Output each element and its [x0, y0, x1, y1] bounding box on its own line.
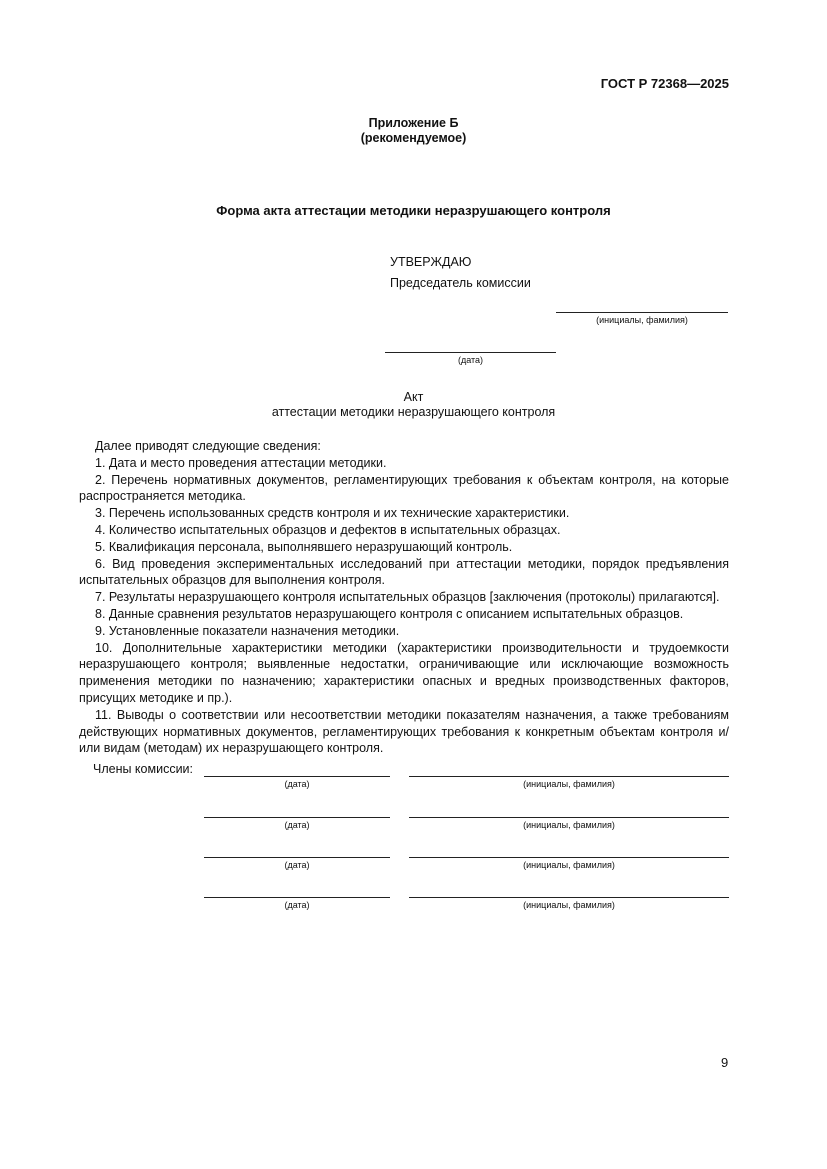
member-date-caption: (дата)	[284, 900, 310, 910]
chair-label: Председатель комиссии	[390, 276, 531, 290]
list-item: 9. Установленные показатели назначения методики.	[95, 623, 400, 638]
member-signature-line[interactable]	[409, 857, 729, 858]
list-item: 5. Квалификация персонала, выполнявшего неразрушающий контроль.	[95, 539, 513, 554]
member-date-line[interactable]	[204, 857, 390, 858]
list-item: 7. Результаты неразрушающего контроля испытательных образцов [заключения (протоколы) прилагаются].	[95, 590, 720, 605]
list-item: 1. Дата и место проведения аттестации методики.	[95, 455, 387, 470]
list-item: 2. Перечень нормативных документов, регламентирующих требования к объектам контроля, на которые распространяется методика.	[79, 472, 729, 504]
page-number: 9	[721, 1055, 729, 1070]
list-item: 11. Выводы о соответствии или несоответствии методики показателям назначения, а также требованиям действующих нормативных документов, регламентирующих требования к конкретным объектам контроля и/или видам (методам) их неразрушающего контроля.	[79, 707, 729, 756]
approval-date-line[interactable]	[385, 352, 556, 353]
approval-date-caption: (дата)	[457, 355, 484, 365]
member-date-caption: (дата)	[284, 779, 310, 789]
chair-signature-line[interactable]	[556, 312, 728, 313]
list-item: 4. Количество испытательных образцов и дефектов в испытательных образцах.	[95, 522, 561, 537]
body-intro: Далее приводят следующие сведения:	[95, 439, 321, 453]
act-subtitle: аттестации методики неразрушающего контроля	[271, 405, 556, 419]
member-initials-caption: (инициалы, фамилия)	[523, 860, 615, 870]
member-initials-caption: (инициалы, фамилия)	[523, 779, 615, 789]
list-item: 10. Дополнительные характеристики методики (характеристики производительности и трудоемкости неразрушающего контроля; выявленные недостатки, ограничивающие или исключающие возможность применения методики по назначению; характеристики опасных и вредных производственных факторов, присущих методике и пр.).	[79, 640, 729, 705]
members-label: Члены комиссии:	[93, 762, 194, 776]
member-date-line[interactable]	[204, 897, 390, 898]
list-item: 6. Вид проведения экспериментальных исследований при аттестации методики, порядок предъявления испытательных образцов для выполнения контроля.	[79, 556, 729, 588]
list-item: 3. Перечень использованных средств контроля и их технические характеристики.	[95, 506, 570, 521]
member-initials-caption: (инициалы, фамилия)	[523, 820, 615, 830]
form-title: Форма акта аттестации методики неразрушающего контроля	[216, 203, 611, 218]
member-signature-line[interactable]	[409, 817, 729, 818]
annex-title: Приложение Б	[368, 116, 459, 130]
member-date-caption: (дата)	[284, 820, 310, 830]
member-signature-line[interactable]	[409, 776, 729, 777]
chair-initials-caption: (инициалы, фамилия)	[596, 315, 688, 325]
list-item: 8. Данные сравнения результатов неразрушающего контроля с описанием испытательных образцов.	[95, 606, 684, 621]
member-signature-line[interactable]	[409, 897, 729, 898]
member-date-line[interactable]	[204, 776, 390, 777]
member-date-line[interactable]	[204, 817, 390, 818]
act-title: Акт	[403, 390, 424, 404]
standard-code: ГОСТ Р 72368—2025	[600, 76, 729, 91]
member-initials-caption: (инициалы, фамилия)	[523, 900, 615, 910]
annex-subtitle: (рекомендуемое)	[360, 131, 467, 145]
approve-label: УТВЕРЖДАЮ	[390, 255, 472, 269]
act-body	[79, 438, 729, 757]
member-date-caption: (дата)	[284, 860, 310, 870]
